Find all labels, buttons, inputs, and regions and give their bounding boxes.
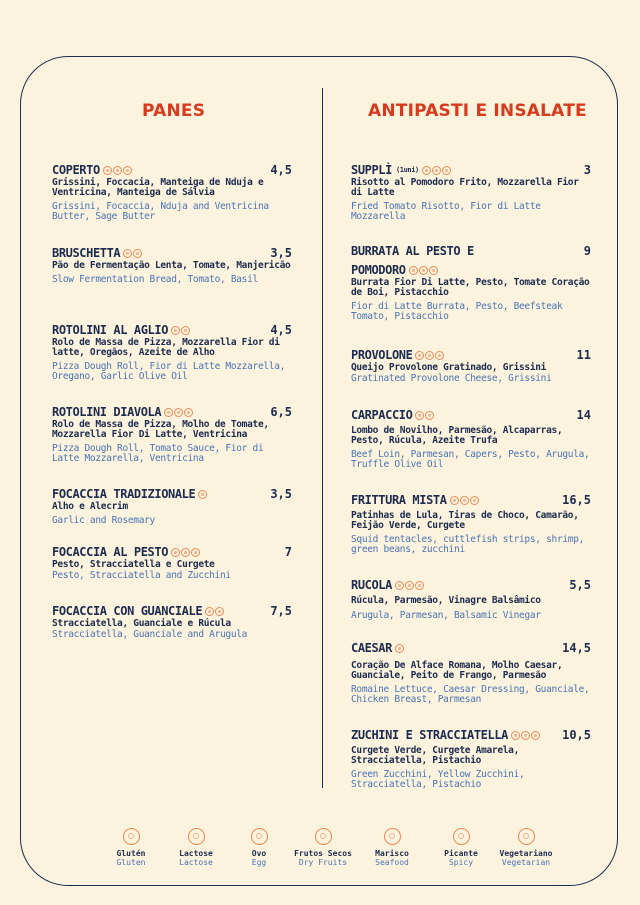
gluten-icon xyxy=(415,351,424,360)
menu-item-provolone xyxy=(351,348,591,384)
item-name: SUPPLÌ xyxy=(351,163,392,177)
legend-label-en: Gluten xyxy=(116,858,146,867)
item-name: FOCACCIA CON GUANCIALE xyxy=(52,604,203,618)
item-name: PROVOLONE xyxy=(351,348,413,362)
gluten-icon xyxy=(422,166,431,175)
item-description-pt: Pão de Fermentação Lenta, Tomate, Manjericão xyxy=(52,260,291,271)
item-description-en: Gratinated Provolone Cheese, Grissini xyxy=(351,373,552,384)
item-description-en: Green Zucchini, Yellow Zucchini, Stracciatella, Pistachio xyxy=(351,769,525,790)
gluten-icon xyxy=(123,249,132,258)
legend-vegetarian xyxy=(493,828,559,867)
item-name: BRUSCHETTA xyxy=(52,246,121,260)
nuts-icon xyxy=(425,411,434,420)
egg-icon xyxy=(251,828,268,845)
legend-seafood xyxy=(359,828,425,867)
item-description-en: Pizza Dough Roll, Fior di Latte Mozzarella, Oregano, Garlic Olive Oil xyxy=(52,361,286,382)
vegetarian-icon xyxy=(123,166,132,175)
item-price: 14,5 xyxy=(562,641,591,655)
item-description-en: Slow Fermentation Bread, Tomato, Basil xyxy=(52,274,258,285)
item-name: ZUCHINI E STRACCIATELLA xyxy=(351,728,508,742)
item-name: FOCACCIA TRADIZIONALE xyxy=(52,487,196,501)
item-description-pt: Rolo de Massa de Pizza, Molho de Tomate, Mozzarella Fior Di Latte, Ventricina xyxy=(52,419,269,440)
lactose-icon xyxy=(432,166,441,175)
item-price: 4,5 xyxy=(270,323,292,337)
item-price: 11 xyxy=(576,348,591,362)
item-description-pt: Curgete Verde, Curgete Amarela, Stracciatella, Pistachio xyxy=(351,745,520,766)
item-description-pt: Burrata Fior Di Latte, Pesto, Tomate Coração de Boi, Pistacchio xyxy=(351,277,590,298)
item-price: 5,5 xyxy=(569,578,591,592)
menu-item-rucola xyxy=(351,578,591,621)
legend-label-pt: Picante xyxy=(444,849,478,858)
item-description-en: Fried Tomato Risotto, Fior di Latte Mozzarella xyxy=(351,201,541,222)
lactose-icon xyxy=(395,644,404,653)
item-price: 9 xyxy=(583,244,591,258)
menu-item-carpaccio xyxy=(351,408,591,470)
menu-item-bruschetta xyxy=(52,246,292,285)
chili-icon xyxy=(453,828,470,845)
item-name: ROTOLINI AL AGLIO xyxy=(52,323,169,337)
lactose-icon xyxy=(174,408,183,417)
seafood-icon xyxy=(470,496,479,505)
item-description-pt: Pesto, Stracciatella e Curgete xyxy=(52,559,215,570)
nuts-icon xyxy=(531,731,540,740)
item-name: RUCOLA xyxy=(351,578,392,592)
shell-icon xyxy=(384,828,401,845)
legend-label-en: Seafood xyxy=(375,858,409,867)
gluten-icon xyxy=(198,490,207,499)
menu-item-suppli xyxy=(351,163,591,222)
item-price: 14 xyxy=(576,408,591,422)
spicy-icon xyxy=(184,408,193,417)
egg-icon xyxy=(460,496,469,505)
item-description-pt: Risotto al Pomodoro Frito, Mozzarella Fior di Latte xyxy=(351,177,579,198)
legend-label-en: Egg xyxy=(251,858,267,867)
item-description-pt: Rúcula, Parmesão, Vinagre Balsâmico xyxy=(351,595,541,606)
menu-item-burrata xyxy=(351,244,591,322)
legend-label-en: Vegetarian xyxy=(501,858,551,867)
item-description-en: Beef Loin, Parmesan, Capers, Pesto, Arugula, Truffle Olive Oil xyxy=(351,449,590,470)
menu-item-caesar xyxy=(351,641,591,705)
item-description-en: Grissini, Focaccia, Nduja and Ventricina Butter, Sage Butter xyxy=(52,201,269,222)
legend-dry-fruits xyxy=(290,828,356,867)
lactose-icon xyxy=(181,548,190,557)
nut-icon xyxy=(315,828,332,845)
section-title-panes: PANES xyxy=(142,101,206,121)
gluten-icon xyxy=(205,607,214,616)
item-price: 7,5 xyxy=(270,604,292,618)
gluten-icon xyxy=(450,496,459,505)
item-name: COPERTO xyxy=(52,163,100,177)
gluten-icon xyxy=(164,408,173,417)
item-price: 3,5 xyxy=(270,487,292,501)
gluten-icon xyxy=(103,166,112,175)
item-description-pt: Stracciatella, Guanciale e Rúcula xyxy=(52,618,231,629)
item-description-pt: Lombo de Novilho, Parmesão, Alcaparras, Pesto, Rúcula, Azeite Trufa xyxy=(351,425,563,446)
leaf-icon xyxy=(518,828,535,845)
legend-gluten xyxy=(98,828,164,867)
legend-label-pt: Ovo xyxy=(251,849,267,858)
item-price: 3,5 xyxy=(270,246,292,260)
item-price: 7 xyxy=(284,545,292,559)
item-description-en: Fior di Latte Burrata, Pesto, Beefsteak Tomato, Pistacchio xyxy=(351,301,563,322)
item-name: BURRATA AL PESTO E xyxy=(351,244,474,258)
lactose-icon xyxy=(181,326,190,335)
item-description-pt: Alho e Alecrim xyxy=(52,501,128,512)
item-description-pt: Rolo de Massa de Pizza, Mozzarella Fior di latte, Oregãos, Azeite de Alho xyxy=(52,337,280,358)
item-description-en: Garlic and Rosemary xyxy=(52,515,155,526)
item-price: 10,5 xyxy=(562,728,591,742)
lactose-icon xyxy=(511,731,520,740)
vegetarian-icon xyxy=(191,548,200,557)
item-description-pt: Coração De Alface Romana, Molho Caesar, Guanciale, Peito de Frango, Parmesão xyxy=(351,660,563,681)
item-description-pt: Grissini, Foccacia, Manteiga de Nduja e Ventricina, Manteiga de Sálvia xyxy=(52,177,264,198)
menu-item-zuchini xyxy=(351,728,591,790)
vegetarian-icon xyxy=(521,731,530,740)
menu-item-coperto xyxy=(52,163,292,222)
item-description-en: Pizza Dough Roll, Tomato Sauce, Fior di Latte Mozzarella, Ventricina xyxy=(52,443,264,464)
item-description-en: Romaine Lettuce, Caesar Dressing, Guanciale, Chicken Breast, Parmesan xyxy=(351,684,590,705)
legend-label-pt: Frutos Secos xyxy=(294,849,352,858)
lactose-icon xyxy=(395,581,404,590)
lactose-icon xyxy=(409,266,418,275)
menu-item-frittura-mista xyxy=(351,493,591,555)
item-name: FOCACCIA AL PESTO xyxy=(52,545,169,559)
item-name: CAESAR xyxy=(351,641,392,655)
item-description-en: Pesto, Stracciatella and Zucchini xyxy=(52,570,231,581)
vegetarian-icon xyxy=(405,581,414,590)
item-name: FRITTURA MISTA xyxy=(351,493,447,507)
gluten-icon xyxy=(171,548,180,557)
menu-item-focaccia-tradizionale xyxy=(52,487,292,526)
legend-egg xyxy=(226,828,292,867)
wheat-icon xyxy=(123,828,140,845)
item-name-line2: POMODORO xyxy=(351,263,406,277)
nuts-icon xyxy=(419,266,428,275)
menu-item-rotolini-aglio xyxy=(52,323,292,382)
lactose-icon xyxy=(113,166,122,175)
gluten-icon xyxy=(171,326,180,335)
menu-item-rotolini-diavola xyxy=(52,405,292,464)
vegetarian-icon xyxy=(429,266,438,275)
item-name: ROTOLINI DIAVOLA xyxy=(52,405,162,419)
item-price: 16,5 xyxy=(562,493,591,507)
legend-label-pt: Marisco xyxy=(375,849,409,858)
vegetarian-icon xyxy=(435,351,444,360)
legend-lactose xyxy=(163,828,229,867)
menu-item-focaccia-pesto xyxy=(52,545,292,581)
legend-label-pt: Glutén xyxy=(116,849,146,858)
lactose-icon xyxy=(425,351,434,360)
legend-label-en: Lactose xyxy=(179,858,213,867)
item-description-en: Squid tentacles, cuttlefish strips, shrimp, green beans, zucchini xyxy=(351,534,585,555)
legend-label-en: Dry Fruits xyxy=(298,858,348,867)
item-quantity: (1uni) xyxy=(395,166,419,174)
nuts-icon xyxy=(415,581,424,590)
menu-item-focaccia-guanciale xyxy=(52,604,292,640)
item-name: CARPACCIO xyxy=(351,408,413,422)
item-description-pt: Queijo Provolone Gratinado, Grissini xyxy=(351,362,547,373)
item-description-pt: Patinhas de Lula, Tiras de Choco, Camarão, Feijão Verde, Curgete xyxy=(351,510,579,531)
item-price: 3 xyxy=(583,163,591,177)
legend-label-pt: Lactose xyxy=(179,849,213,858)
item-description-en: Stracciatella, Guanciale and Arugula xyxy=(52,629,248,640)
legend-label-en: Spicy xyxy=(448,858,474,867)
lactose-icon xyxy=(215,607,224,616)
item-price: 6,5 xyxy=(270,405,292,419)
legend-label-pt: Vegetariano xyxy=(499,849,553,858)
item-price: 4,5 xyxy=(270,163,292,177)
vegetarian-icon xyxy=(133,249,142,258)
lactose-icon xyxy=(415,411,424,420)
milk-bottle-icon xyxy=(188,828,205,845)
column-divider xyxy=(322,88,323,788)
vegetarian-icon xyxy=(442,166,451,175)
item-description-en: Arugula, Parmesan, Balsamic Vinegar xyxy=(351,610,541,621)
legend-spicy xyxy=(428,828,494,867)
section-title-antipasti: ANTIPASTI E INSALATE xyxy=(368,101,587,121)
